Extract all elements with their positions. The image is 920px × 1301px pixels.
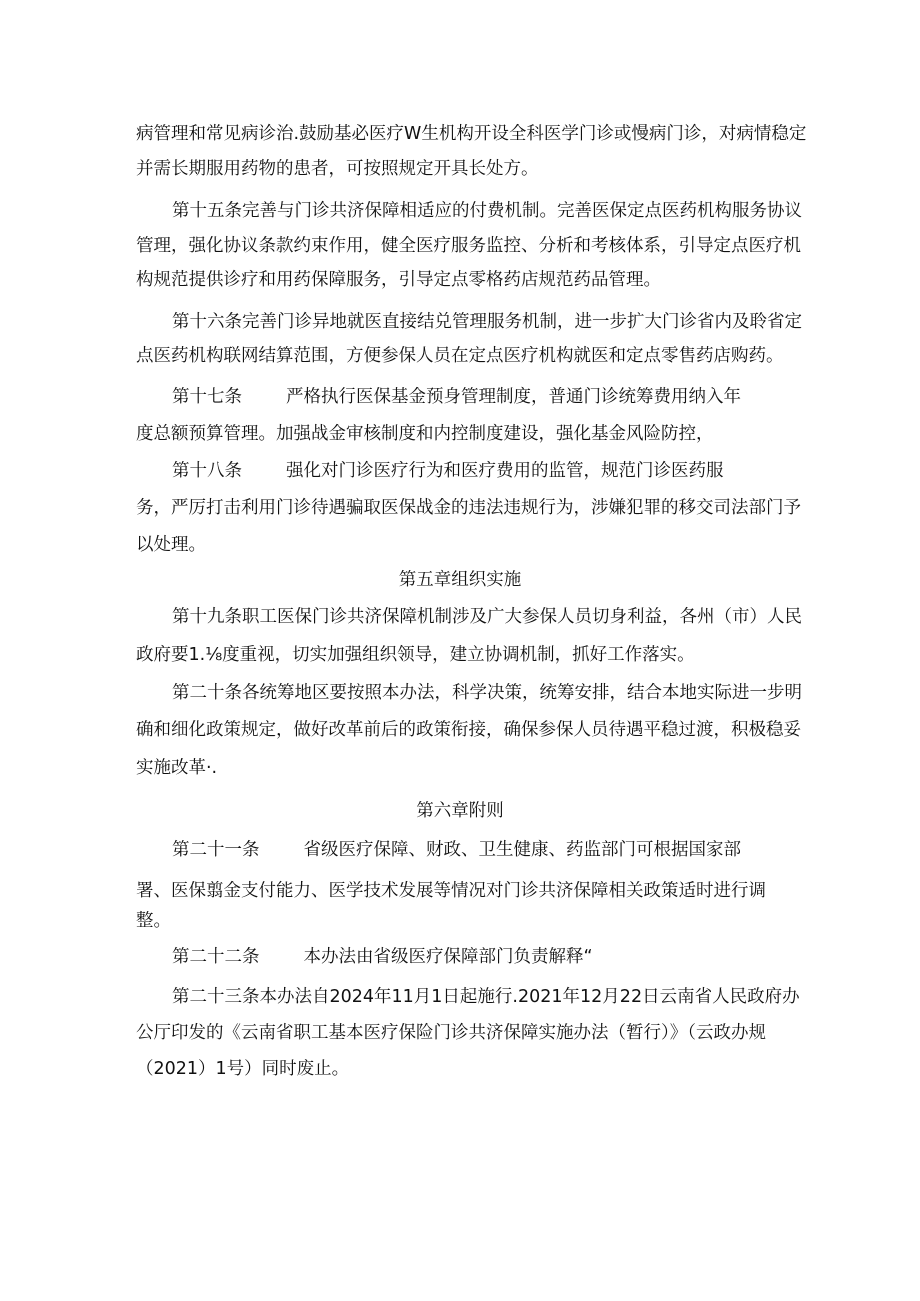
- paragraph-line: 管理，强化协议条款约束作用，健全医疗服务监控、分析和考核体系，引导定点医疗机: [136, 236, 801, 256]
- article-22-line: [172, 945, 593, 969]
- paragraph-line: 政府要1.⅛度重视，切实加强组织领导，建立协调机制，抓好工作落实。: [136, 645, 695, 665]
- article-18-line: [172, 459, 724, 483]
- paragraph-line: 以处理。: [136, 535, 206, 555]
- paragraph-line: 务，严厉打击利用门诊待遇骗取医保战金的违法违规行为，涉嫌犯罪的移交司法部门予: [136, 498, 801, 518]
- article-text: 本办法由省级医疗保障部门负责解释“: [303, 947, 593, 967]
- paragraph-line: 病管理和常见病诊治.鼓励基必医疗W生机构开设全科医学门诊或慢病门诊，对病情稳定: [136, 124, 807, 144]
- paragraph-line: 点医药机构联网结算范围，方便参保人员在定点医疗机构就医和定点零售药店购药。: [136, 346, 784, 366]
- article-23-line: 第二十三条本办法自2024年11月1日起施行.2021年12月22日云南省人民政府办: [172, 987, 800, 1007]
- article-19-line: 第十九条职工医保门诊共济保障机制涉及广大参保人员切身利益，各州（市）人民: [172, 607, 802, 627]
- article-number: 第二十一条: [172, 840, 260, 860]
- article-20-line: 第二十条各统筹地区要按照本办法，科学决策，统筹安排，结合本地实际进一步明: [172, 683, 802, 703]
- paragraph-line: 公厅印发的《云南省职工基本医疗保险门诊共济保障实施办法（暂行）》（云政办规: [136, 1023, 766, 1043]
- article-number: 第十七条: [172, 387, 242, 407]
- article-17-line: [172, 385, 741, 409]
- chapter-6-heading: 第六章附则: [416, 801, 504, 821]
- chapter-5-heading: 第五章组织实施: [398, 570, 522, 590]
- paragraph-line: 并需长期服用药物的患者，可按照规定开具长处方。: [136, 159, 539, 179]
- paragraph-line: 署、医保翦金支付能力、医学技术发展等情况对门诊共济保障相关政策适时进行调: [136, 881, 766, 901]
- article-text: 强化对门诊医疗行为和医疗费用的监管，规范门诊医药服: [286, 461, 724, 481]
- paragraph-line: 整。: [136, 911, 171, 931]
- paragraph-line: （2021）1号）同时废止。: [136, 1059, 350, 1079]
- article-number: 第十八条: [172, 461, 242, 481]
- paragraph-line: 度总额预算管理。加强战金审核制度和内控制度建设，强化基金风险防控，: [136, 424, 714, 444]
- article-text: 省级医疗保障、财政、卫生健康、药监部门可根据国家部: [303, 840, 741, 860]
- article-16-line: 第十六条完善门诊异地就医直接结兑管理服务机制，进一步扩大门诊省内及聆省定: [172, 312, 802, 332]
- article-number: 第二十二条: [172, 947, 260, 967]
- article-text: 严格执行医保基金预身管理制度，普通门诊统筹费用纳入年: [286, 387, 741, 407]
- paragraph-line: 确和细化政策规定，做好改革前后的政策衔接，确保参保人员待遇平稳过渡，积极稳妥: [136, 720, 801, 740]
- paragraph-line: 实施改革·.: [136, 758, 218, 778]
- article-21-line: [172, 838, 741, 862]
- article-15-line: 第十五条完善与门诊共济保障相适应的付费机制。完善医保定点医药机构服务协议: [172, 201, 802, 221]
- paragraph-line: 构规范提供诊疗和用药保障服务，引导定点零格药店规范药品管理。: [136, 270, 661, 290]
